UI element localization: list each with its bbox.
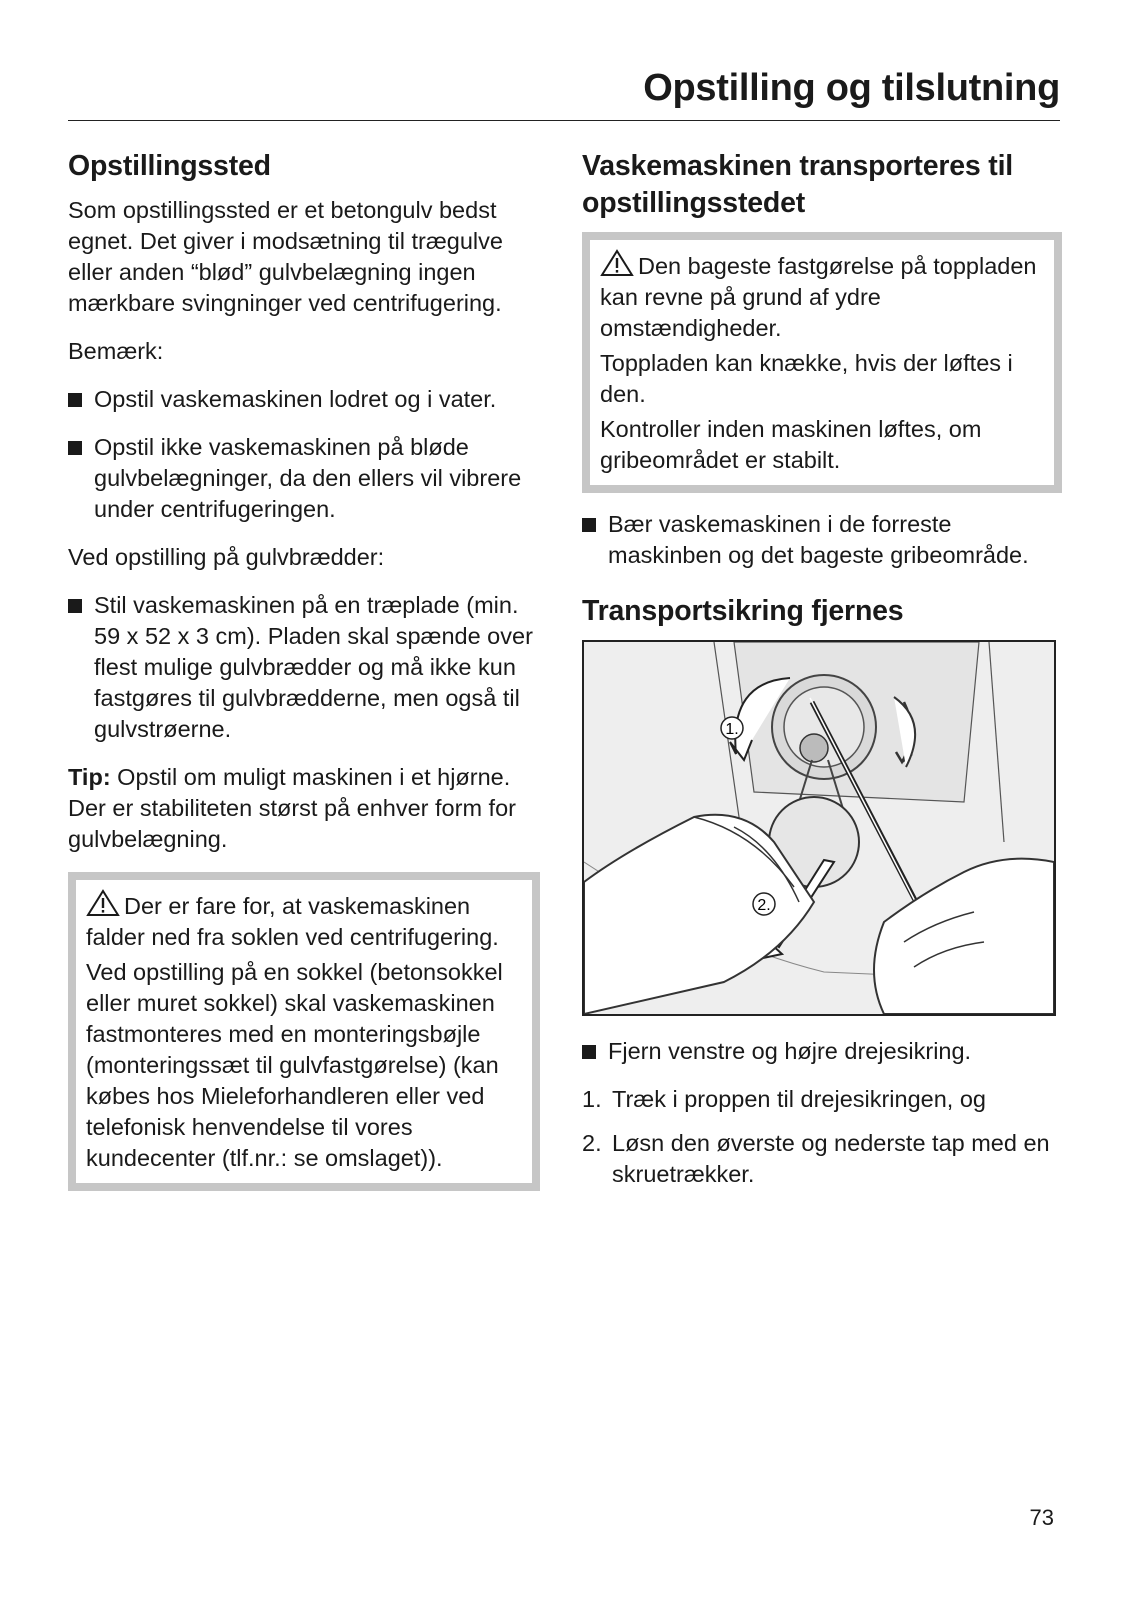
- list-item: Fjern venstre og højre drejesikring.: [582, 1036, 1062, 1067]
- warning-text: Kontroller inden maskinen løftes, om gribeområdet er stabilt.: [600, 416, 982, 473]
- list-item: Opstil vaskemaskinen lodret og i vater.: [68, 384, 540, 415]
- square-bullet-icon: [582, 518, 596, 532]
- warning-text: Toppladen kan knække, hvis der løftes i den.: [600, 350, 1013, 407]
- right-column: [582, 148, 1062, 1203]
- numbered-step: 1. Træk i proppen til drejesikringen, og: [582, 1086, 987, 1112]
- step-2-label: 2.: [757, 897, 771, 914]
- list-item: Bær vaskemaskinen i de forreste maskinben og det bageste gribeområde.: [582, 509, 1062, 571]
- page-number: 73: [1029, 1505, 1054, 1530]
- page-header: [68, 62, 1060, 121]
- tip-label: Tip:: [68, 764, 111, 790]
- warning-triangle-icon: [600, 249, 634, 277]
- square-bullet-icon: [68, 599, 82, 613]
- illustration-svg: [584, 642, 1054, 1014]
- tip-paragraph: [68, 762, 540, 855]
- intro-paragraph: Som opstillingssted er et betongulv bedst egnet. Det giver i modsætning til trægulve eller anden “blød” gulvbelægning ingen mærkbare svingninger ved centrifugering.: [68, 197, 503, 316]
- square-bullet-icon: [68, 441, 82, 455]
- tip-text: Opstil om muligt maskinen i et hjørne. Der er stabiliteten størst på enhver form for gulvbelægning.: [68, 764, 516, 852]
- warning-text: Ved opstilling på en sokkel (betonsokkel eller muret sokkel) skal vaskemaskinen fastmonteres med en monteringsbøjle (monteringssæt til gulvfastgørelse) (kan købes hos Mieleforhandleren eller ved telefonisk henvendelse til vores kundecenter (tlf.nr.: se omslaget)).: [86, 959, 503, 1171]
- page-title: Opstilling og tilslutning: [643, 67, 1060, 109]
- left-column: [68, 148, 540, 1207]
- section-heading-transport-lock: Transportsikring fjernes: [582, 595, 904, 627]
- warning-triangle-icon: [86, 889, 120, 917]
- section-heading-transport: Vaskemaskinen transporteres til opstillingsstedet: [582, 150, 1014, 219]
- warning-text: Den bageste fastgørelse på toppladen kan revne på grund af ydre omstændigheder.: [600, 253, 1037, 341]
- warning-box-lifting: [582, 232, 1062, 493]
- numbered-step: 2. Løsn den øverste og nederste tap med en skruetrækker.: [582, 1130, 1050, 1187]
- warning-text: Der er fare for, at vaskemaskinen falder ned fra soklen ved centrifugering.: [86, 893, 499, 950]
- floorboards-label: Ved opstilling på gulvbrædder:: [68, 544, 385, 570]
- step-1-label: 1.: [725, 721, 739, 738]
- list-item: Opstil ikke vaskemaskinen på bløde gulvbelægninger, da den ellers vil vibrere under centrifugeringen.: [68, 432, 540, 525]
- square-bullet-icon: [68, 393, 82, 407]
- warning-box-plinth: [68, 872, 540, 1191]
- section-heading-opstillingssted: Opstillingssted: [68, 150, 271, 182]
- list-item: Stil vaskemaskinen på en træplade (min. 59 x 52 x 3 cm). Pladen skal spænde over flest mulige gulvbrædder og må ikke kun fastgøres til gulvbrædderne, men også til gulvstrøerne.: [68, 590, 540, 745]
- transport-lock-illustration: [582, 640, 1056, 1016]
- note-label: Bemærk:: [68, 338, 164, 364]
- square-bullet-icon: [582, 1045, 596, 1059]
